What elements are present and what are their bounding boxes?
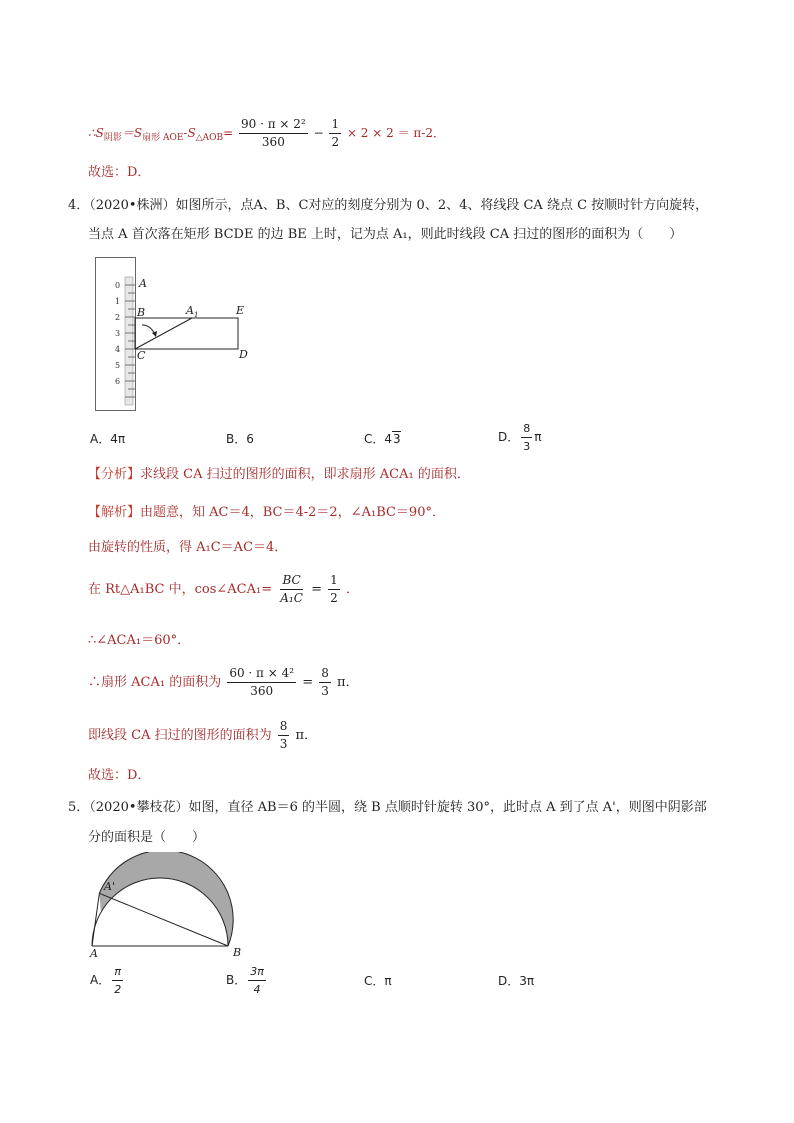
q4-solution: 【解析】由题意，知 AC＝4，BC＝4-2＝2，∠A₁BC＝90°． bbox=[88, 505, 445, 520]
label-d: D bbox=[239, 348, 248, 361]
rectangle-bcde bbox=[135, 318, 238, 349]
sol3-formula: $\therefore S_{阴影}=S_{扇形 AOE}-S_{\triangle AOB}=$ $\frac{\text{90 · π × 2²}}{360}$ − $\frac{1}{2}$ × 2 × 2 ＝ π-2． bbox=[88, 117, 445, 149]
q4-ruler-figure bbox=[95, 257, 255, 413]
ruler-tick-5: 5 bbox=[115, 361, 121, 370]
q4-analysis: 【分析】求线段 CA 扫过的图形的面积，即求扇形 ACA₁ 的面积． bbox=[88, 467, 470, 482]
ruler-tick-0: 0 bbox=[115, 281, 121, 290]
label-c: C bbox=[137, 349, 146, 362]
label-a-prime: A' bbox=[104, 880, 115, 893]
q5-option-d[interactable]: D．3π bbox=[498, 974, 535, 988]
q5-option-a[interactable]: A． $\frac{\pi}{2}$ bbox=[90, 965, 122, 996]
q4-step3: ∴∠ACA₁＝60°． bbox=[88, 633, 191, 648]
ruler-tick-1: 1 bbox=[115, 297, 121, 306]
analysis-tag: 【分析】 bbox=[88, 467, 141, 482]
label-b: B bbox=[233, 946, 242, 959]
sol3-answer: 故选：D． bbox=[88, 165, 151, 180]
label-b: B bbox=[137, 306, 146, 319]
q4-answer: 故选：D． bbox=[88, 768, 151, 783]
q4-step2: 在 Rt△A₁BC 中，cos∠ACA₁= $\frac{BC}{\text{A₁C}}$ = $\frac{1}{2}$ ． bbox=[88, 573, 359, 605]
q5-option-c[interactable]: C．π bbox=[364, 974, 392, 988]
ruler-tick-6: 6 bbox=[115, 377, 121, 386]
q5-semicircle-figure bbox=[88, 852, 258, 960]
solution-tag: 【解析】 bbox=[88, 505, 141, 520]
q4-step5: 即线段 CA 扫过的图形的面积为 $\frac{8}{3}$ π． bbox=[88, 719, 318, 751]
ruler-tick-4: 4 bbox=[115, 345, 121, 354]
q4-option-a[interactable]: A．4π bbox=[90, 432, 126, 446]
ruler-tick-3: 3 bbox=[115, 329, 121, 338]
q4-stem-line1: 4．（2020•株洲）如图所示，点A、B、C对应的刻度分别为 0、2、4、将线段 CA 绕点 C 按顺时针方向旋转， bbox=[68, 198, 709, 213]
label-e: E bbox=[236, 304, 245, 317]
q4-step4: ∴扇形 ACA₁ 的面积为 $\frac{\text{60 · π × 4²}}{360}$ = $\frac{8}{3}$ π． bbox=[88, 666, 359, 698]
q4-stem-line2: 当点 A 首次落在矩形 BCDE 的边 BE 上时，记为点 A₁，则此时线段 CA 扫过的图形的面积为（ ） bbox=[88, 227, 683, 242]
label-a1: $A_1$ bbox=[186, 304, 199, 319]
q4-step1: 由旋转的性质，得 A₁C＝AC＝4． bbox=[88, 540, 288, 555]
label-a: A bbox=[90, 947, 98, 960]
segment-ca1 bbox=[135, 318, 192, 349]
q5-stem-line1: 5．（2020•攀枝花）如图，直径 AB＝6 的半圆，绕 B 点顺时针旋转 30°，此时点 A 到了点 A'，则图中阴影部 bbox=[68, 800, 707, 815]
q5-option-b[interactable]: B． $\frac{3\pi}{4}$ bbox=[226, 965, 264, 996]
sol3-fraction-1: $\frac{\text{90 · π × 2²}}{360}$ bbox=[241, 117, 306, 149]
ruler-tick-2: 2 bbox=[115, 313, 121, 322]
q4-option-d[interactable]: D． $\frac{8}{3}$ π bbox=[498, 422, 542, 453]
sol3-fraction-2: $\frac{1}{2}$ bbox=[331, 117, 340, 149]
q5-stem-line2: 分的面积是（ ） bbox=[88, 830, 206, 845]
arrow-head-icon bbox=[152, 331, 157, 337]
q4-option-c[interactable]: C．43 bbox=[364, 432, 401, 446]
q4-option-b[interactable]: B．6 bbox=[226, 432, 254, 446]
label-a: A bbox=[139, 277, 147, 290]
